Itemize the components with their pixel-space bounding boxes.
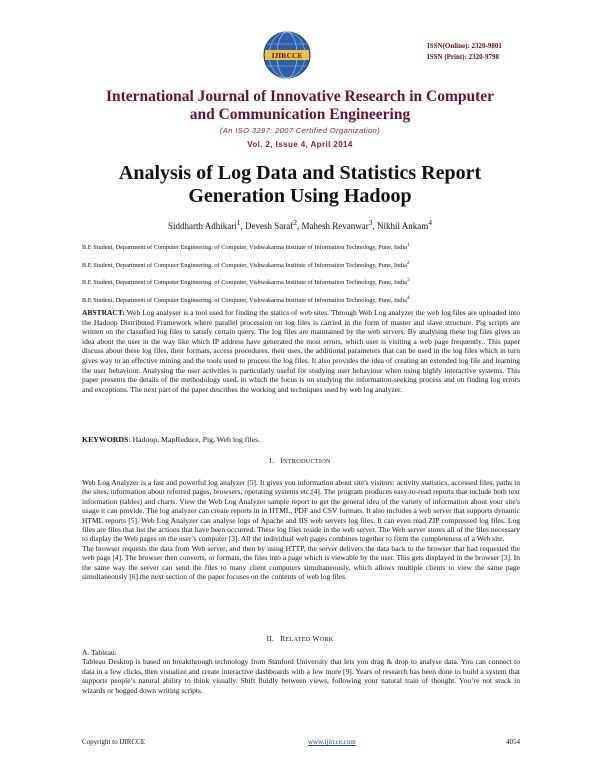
organization-note: (An ISO 3297: 2007 Certified Organization) [219,126,381,135]
affiliation-sup: 3 [406,277,410,284]
section-title-initial: W [312,634,320,643]
author-name: Nikhil Ankam [376,221,429,231]
affiliation-text: B.E Student, Department of Computer Engineering. of Computer, Vishwakarma Institute of Information Technology, Pune, India [82,279,407,287]
paper-title-line1: Analysis of Log Data and Statistics Report [118,162,482,184]
issn-online: ISSN(Online): 2320-9801 [427,42,502,50]
section-title-rest: ORK [319,636,334,643]
journal-logo-icon [262,30,312,80]
abstract [82,308,520,394]
section-title-rest: NTRODUCTION [283,458,331,465]
keywords-label: KEYWORDS [82,435,129,444]
affiliation [82,238,552,256]
journal-title-line1: International Journal of Innovative Research in Computer [105,88,495,105]
subsection-title: A. Tableau: [82,648,117,657]
abstract-label: ABSTRACT: [82,308,125,317]
affiliation-list [82,238,552,308]
section-number: I. [269,456,275,465]
section-title-initial: I [280,456,284,465]
paragraph: Tableau Desktop is based on breakthrough technology from Stanford University that lets you drag & drop to analyse data. You can connect to data in a few clicks, then visualize and create interactive dashboards with a few more [9]. Years of research has been done to build a system that supports people’s natural ability to think visually. Shift fluidly between views, following your natural train of thought. You’re not stuck in wizards or bogged down writing scripts. [82,657,520,695]
footer-page-number: 4054 [506,738,520,746]
affiliation [82,273,552,291]
affiliation-text: B.E Student, Department of Computer Engineering. of Computer, Vishwakarma Institute of Information Technology, Pune, India [82,244,407,252]
affiliation [82,256,552,274]
author-name: Siddharth Adhikari [168,221,237,231]
journal-title-line2: and Communication Engineering [189,106,411,123]
author-sup: 4 [428,218,432,227]
affiliation [82,291,552,309]
footer-copyright: Copyright to IJIRCCE [82,738,146,746]
section-heading-related-work [0,634,600,643]
related-work-body [82,648,520,695]
author-name: Devesh Saraf [245,221,294,231]
author-sup: 3 [368,218,373,227]
author-sup: 1 [236,218,241,227]
author-list: Siddharth Adhikari$^1$, Devesh Saraf$^2$, Mahesh Revanwar$^3$, Nikhil Ankam$^4$ [168,218,432,231]
logo-text: IJIRCCE [271,51,303,60]
author-name: Mahesh Revanwar [301,221,369,231]
author-sup: 2 [293,218,297,227]
keywords [82,435,520,444]
affiliation-sup: 1 [406,242,410,248]
affiliation-sup: 4 [406,294,410,301]
section-number: II. [266,634,274,643]
section-heading-introduction [0,456,600,465]
affiliation-text: B.E Student, Department of Computer Engineering. of Computer, Vishwakarma Institute of Information Technology, Pune, India [82,296,407,304]
keywords-text: : Hadoop, MapReduce, Pig, Web log files. [128,435,261,444]
affiliation-text: B.E Student, Department of Computer Engineering. of Computer, Vishwakarma Institute of Information Technology, Pune, India [82,261,407,269]
section-title-rest: ELATED [285,636,311,643]
paper-title [60,162,540,208]
section-title-initial: R [280,634,286,643]
paragraph: Web Log Analyzer is a fast and powerful log analyzer [5]. It gives you information about site's visitors: activity statistics, accessed files, paths in the sites, information about referred pages, browsers, operating systems etc.[4]. The program produces easy-to-read reports that include both text information (tables) and charts. View the Web Log Analyzer sample report to get the general idea of the variety of information about your site's usage it can provide. The log analyzer can create reports in in HTML, PDF and CSV formats. It also includes a web server that supports dynamic HTML reports [5]. Web Log Analyzer can analyse logs of Apache and IIS web servers log files. It can even read ZIP compressed log files. Log files are files that list the actions that have been occurred. These log files reside in the web server. The Web server stores all of the files necessary to display the Web pages on the user’s computer [3]. All the individual web pages combines together to form the completeness of a Web site. [82,478,520,544]
paper-title-line2: Generation Using Hadoop [188,185,412,207]
introduction-body [82,478,520,581]
paragraph: The browser requests the data from Web server, and then by using HTTP, the server delivers the data back to the browser that had requested the web page [4]. The browser then converts, or formats, the files into a page which is viewable by the user. This gets displayed in the browser [3]. In the same way the server can send the files to many client computers simultaneously, which allows multiple clients to view the same page simultaneously [6].the next section of the paper focuses on the contents of web log files. [82,543,520,582]
affiliation-sup: 2 [406,259,410,266]
issn-block [427,41,502,63]
footer-url-link[interactable]: www.ijircce.com [308,738,356,746]
issn-print: ISSN (Print): 2320-9798 [427,53,499,61]
abstract-text: Web Log analyser is a tool used for finding the statics of web sites. Through Web Log analyzer the web log files are uploaded into the Hadoop Distributed Framework where parallel procession on log files is carried in the form of master and slave structure. Pig scripts are written on the classified log files to satisfy certain query. The log files are maintained by the web servers. By analysing these log files gives an idea about the user in the way like which IP address have generated the most errors, which user is visiting a web page frequently.. This paper discuss about these log files, their formats, access procedures, their uses, the additional parameters that can be used in the log files which in turn gives way to an effective mining and the tools used to process the log files. It also provides the idea of creating an extended log file and learning the user behaviour. Analysing the user activities is particularly useful for studying user behaviour when using highly interactive systems. This paper presents the details of the methodology used, in which the focus is on studying the information-seeking process and on finding log errors and exceptions. The next part of the paper describes the working and techniques used by web log analyzer. [82,308,520,394]
journal-title [60,88,540,124]
volume-issue: Vol. 2, Issue 4, April 2014 [247,140,353,149]
